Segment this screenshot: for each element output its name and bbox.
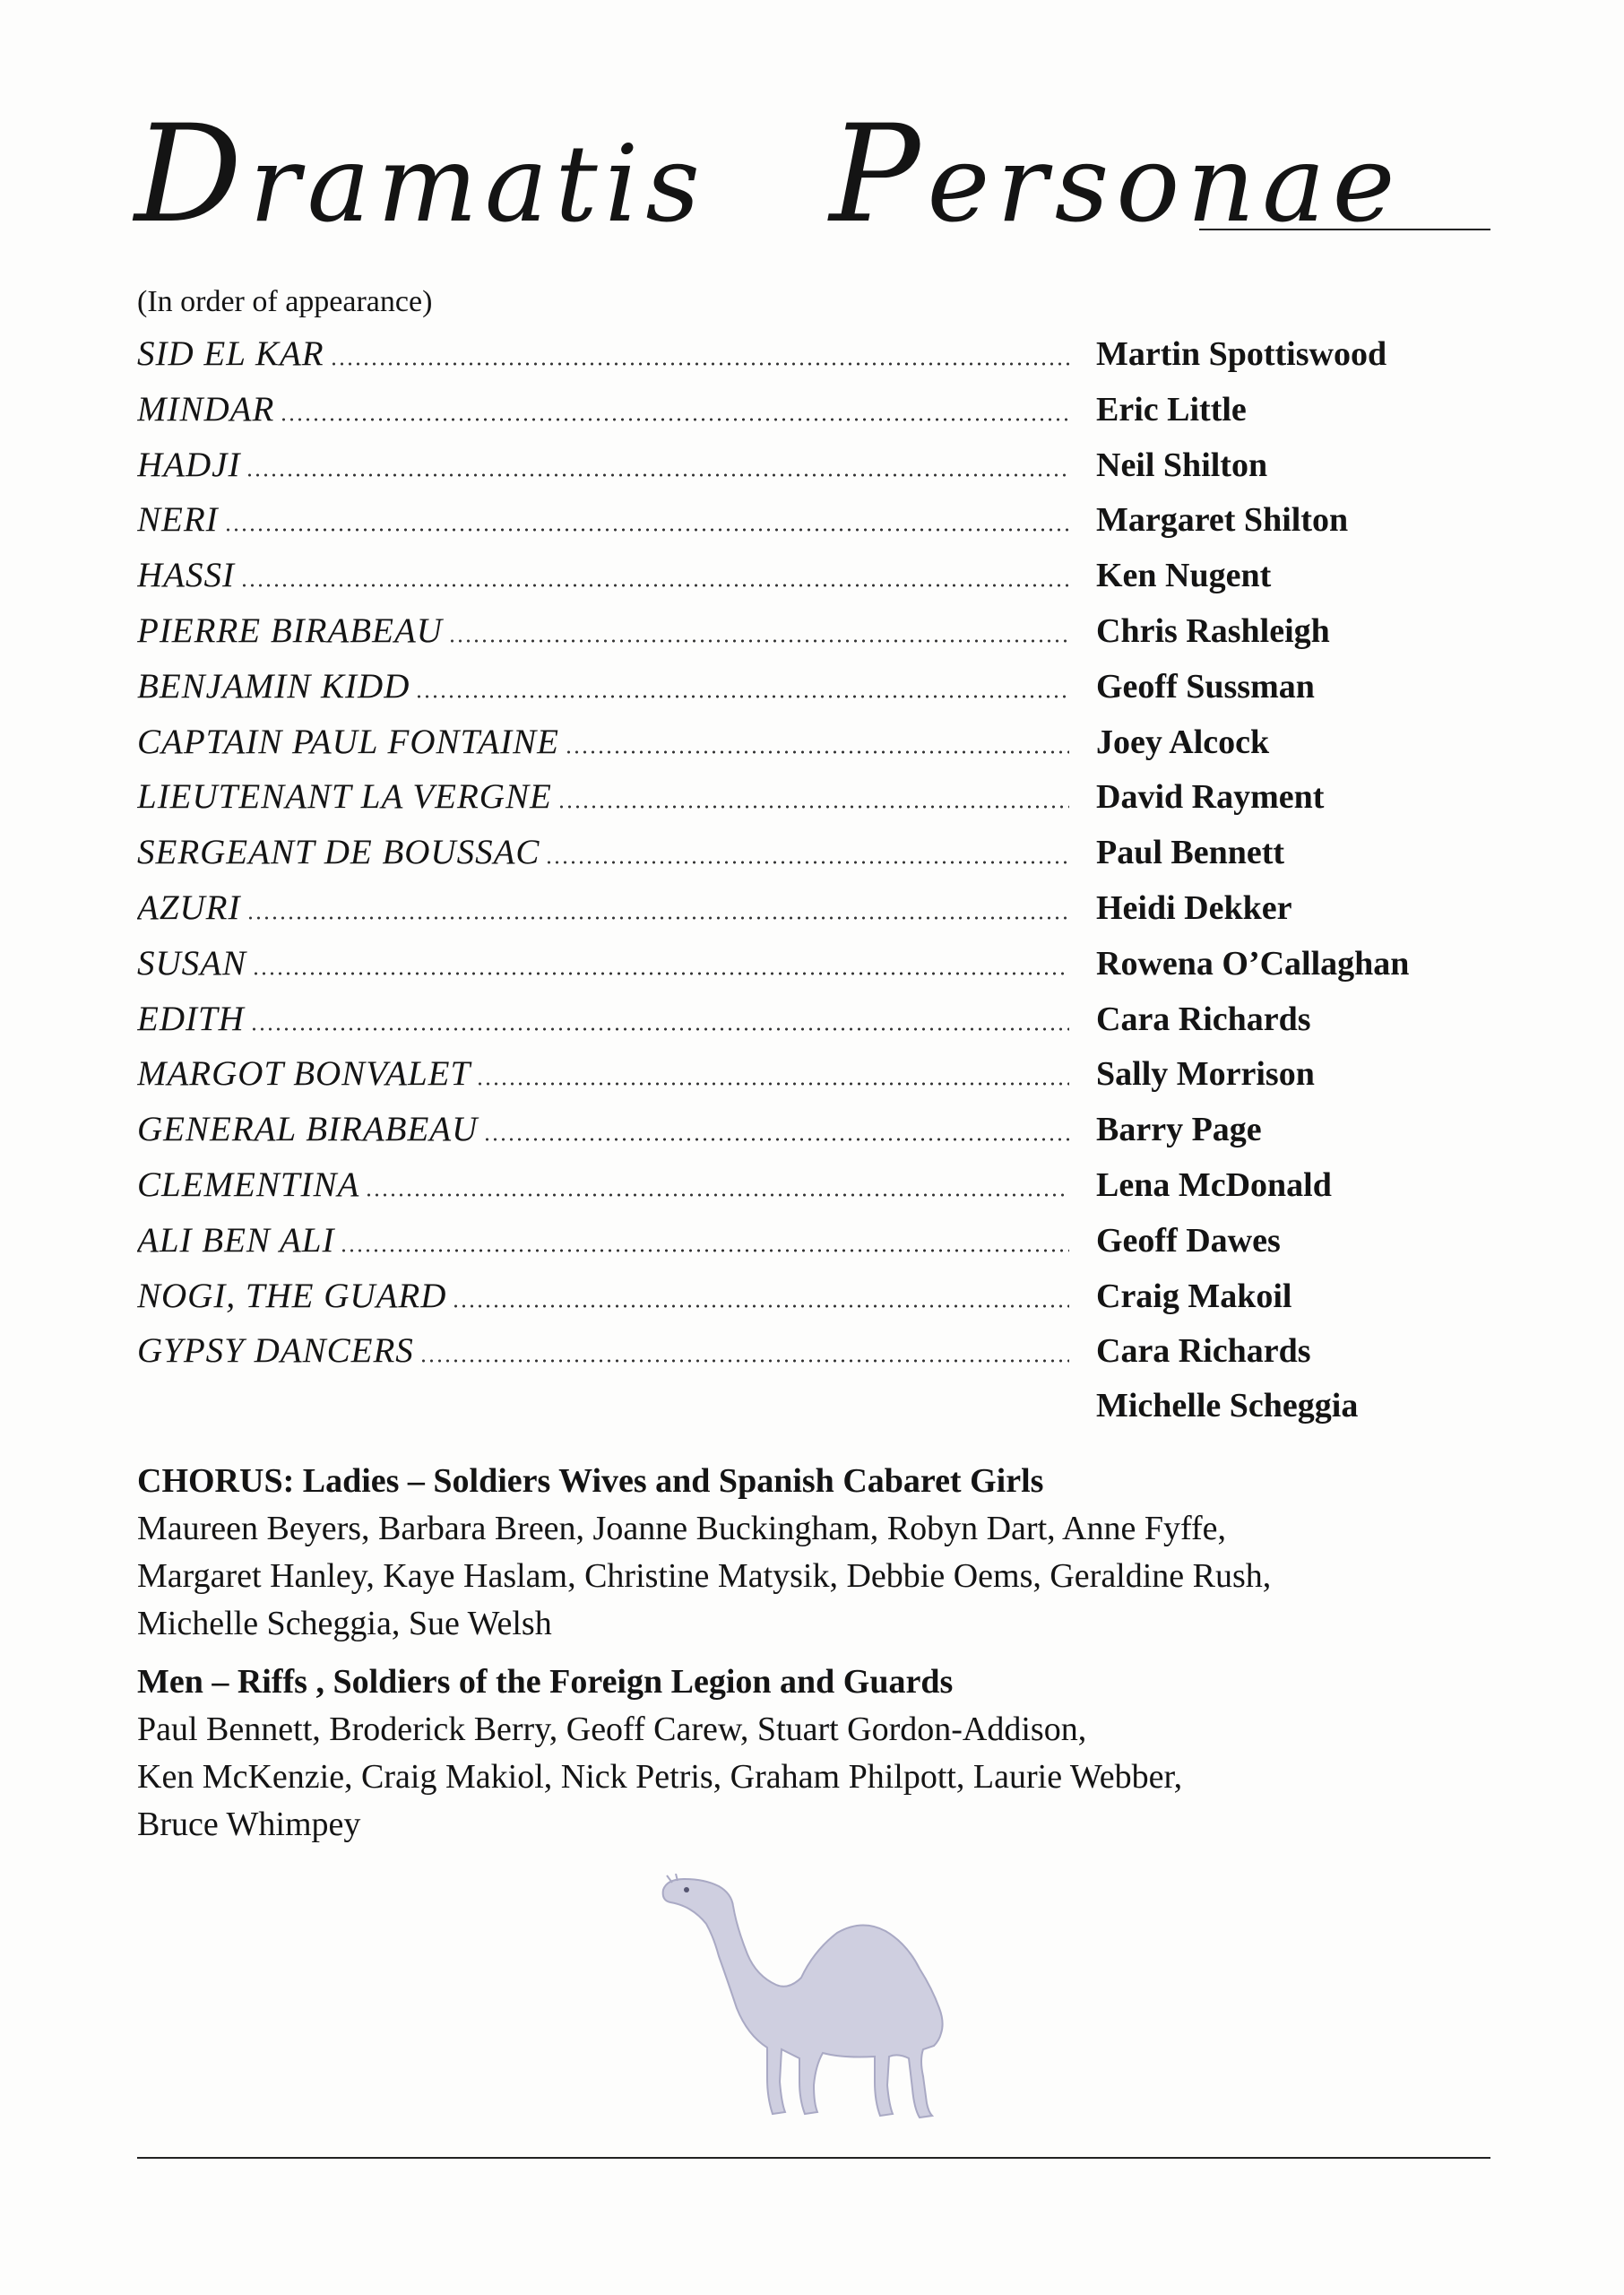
role-name: HASSI bbox=[137, 556, 235, 595]
role-cell bbox=[137, 888, 1069, 928]
leader-dots bbox=[224, 528, 1069, 532]
chorus-ladies-section bbox=[137, 1458, 1517, 1648]
chorus-men-section bbox=[137, 1658, 1517, 1849]
actor-name: Michelle Scheggia bbox=[1096, 1387, 1359, 1425]
role-name: MARGOT BONVALET bbox=[137, 1054, 471, 1094]
title-word-dramatis: ramatis bbox=[249, 122, 707, 246]
cast-row bbox=[137, 555, 1517, 611]
cast-row bbox=[137, 611, 1517, 666]
role-cell bbox=[137, 999, 1069, 1039]
actor-name: Cara Richards bbox=[1096, 1000, 1311, 1038]
leader-dots bbox=[483, 1138, 1069, 1141]
chorus-ladies-line: Margaret Hanley, Kaye Haslam, Christine Matysik, Debbie Oems, Geraldine Rush, bbox=[137, 1557, 1272, 1595]
role-cell bbox=[137, 1276, 1069, 1316]
cast-row bbox=[137, 999, 1517, 1054]
leader-dots bbox=[452, 1304, 1069, 1308]
leader-dots bbox=[365, 1193, 1069, 1197]
cast-row bbox=[137, 499, 1517, 555]
cast-row bbox=[137, 445, 1517, 500]
role-name: AZURI bbox=[137, 888, 241, 927]
actor-name: Paul Bennett bbox=[1096, 834, 1285, 872]
actor-name: Martin Spottiswood bbox=[1096, 335, 1387, 373]
chorus-men-line: Paul Bennett, Broderick Berry, Geoff Carew, Stuart Gordon-Addison, bbox=[137, 1710, 1087, 1748]
role-cell bbox=[137, 1330, 1069, 1371]
actor-name: Eric Little bbox=[1096, 390, 1247, 429]
cast-row bbox=[137, 832, 1517, 888]
role-name: PIERRE BIRABEAU bbox=[137, 611, 443, 650]
actor-name: Geoff Dawes bbox=[1096, 1221, 1281, 1260]
cast-row bbox=[137, 722, 1517, 777]
leader-dots bbox=[476, 1082, 1069, 1086]
cast-row bbox=[137, 1330, 1517, 1386]
role-cell bbox=[137, 666, 1069, 706]
role-name: HADJI bbox=[137, 445, 241, 484]
role-cell bbox=[137, 1109, 1069, 1149]
role-name: SERGEANT DE BOUSSAC bbox=[137, 833, 540, 872]
actor-name: Lena McDonald bbox=[1096, 1165, 1332, 1204]
camel-illustration bbox=[654, 1874, 977, 2129]
role-name: BENJAMIN KIDD bbox=[137, 666, 410, 706]
role-name: GENERAL BIRABEAU bbox=[137, 1110, 479, 1149]
leader-dots bbox=[330, 362, 1069, 366]
role-cell bbox=[137, 333, 1069, 374]
leader-dots bbox=[415, 695, 1069, 698]
role-cell bbox=[137, 555, 1069, 595]
actor-name: Cara Richards bbox=[1096, 1332, 1311, 1371]
title-initial-p: P bbox=[829, 97, 928, 253]
role-cell bbox=[137, 445, 1069, 485]
role-name: SUSAN bbox=[137, 943, 246, 983]
role-cell bbox=[137, 1053, 1069, 1094]
cast-row bbox=[137, 1386, 1517, 1442]
role-name: EDITH bbox=[137, 999, 245, 1038]
chorus-men-line: Bruce Whimpey bbox=[137, 1806, 361, 1843]
chorus-men-line: Ken McKenzie, Craig Makiol, Nick Petris, Graham Philpott, Laurie Webber, bbox=[137, 1758, 1183, 1796]
role-cell bbox=[137, 722, 1069, 762]
actor-name: Sally Morrison bbox=[1096, 1055, 1315, 1094]
actor-name: Joey Alcock bbox=[1096, 723, 1270, 761]
cast-row bbox=[137, 1053, 1517, 1109]
leader-dots bbox=[545, 861, 1069, 864]
actor-name: Chris Rashleigh bbox=[1096, 611, 1330, 650]
role-name: LIEUTENANT LA VERGNE bbox=[137, 777, 552, 817]
role-cell bbox=[137, 1220, 1069, 1260]
actor-name: Neil Shilton bbox=[1096, 446, 1268, 484]
actor-name: Craig Makoil bbox=[1096, 1277, 1292, 1315]
role-name: SID EL KAR bbox=[137, 334, 324, 373]
role-name: NOGI, THE GUARD bbox=[137, 1276, 447, 1315]
title-word-personae: ersonae bbox=[927, 122, 1403, 246]
actor-name: David Rayment bbox=[1096, 778, 1325, 817]
leader-dots bbox=[246, 916, 1070, 920]
role-cell bbox=[137, 776, 1069, 817]
page-title bbox=[134, 97, 1403, 253]
role-name: GYPSY DANCERS bbox=[137, 1331, 414, 1371]
cast-row bbox=[137, 888, 1517, 943]
cast-row bbox=[137, 333, 1517, 389]
role-name: CAPTAIN PAUL FONTAINE bbox=[137, 722, 559, 761]
bottom-rule bbox=[137, 2157, 1490, 2159]
actor-name: Heidi Dekker bbox=[1096, 888, 1292, 927]
role-name: NERI bbox=[137, 500, 219, 540]
cast-list bbox=[137, 333, 1517, 1442]
order-note: (In order of appearance) bbox=[137, 285, 433, 318]
cast-row bbox=[137, 1165, 1517, 1220]
actor-name: Margaret Shilton bbox=[1096, 501, 1349, 540]
cast-row bbox=[137, 1109, 1517, 1165]
chorus-ladies-heading: CHORUS: Ladies – Soldiers Wives and Spanish Cabaret Girls bbox=[137, 1462, 1044, 1500]
cast-row bbox=[137, 666, 1517, 722]
leader-dots bbox=[252, 972, 1069, 975]
leader-dots bbox=[565, 750, 1069, 754]
cast-row bbox=[137, 389, 1517, 445]
role-cell bbox=[137, 832, 1069, 872]
role-cell bbox=[137, 611, 1069, 651]
leader-dots bbox=[240, 584, 1069, 587]
cast-row bbox=[137, 1276, 1517, 1331]
leader-dots bbox=[250, 1027, 1069, 1031]
leader-dots bbox=[419, 1359, 1069, 1363]
leader-dots bbox=[448, 639, 1069, 643]
role-cell bbox=[137, 943, 1069, 983]
actor-name: Barry Page bbox=[1096, 1111, 1262, 1149]
role-cell bbox=[137, 1165, 1069, 1205]
leader-dots bbox=[280, 418, 1069, 421]
role-name: MINDAR bbox=[137, 389, 275, 429]
actor-name: Geoff Sussman bbox=[1096, 667, 1315, 706]
cast-row bbox=[137, 1220, 1517, 1276]
actor-name: Rowena O’Callaghan bbox=[1096, 944, 1410, 983]
actor-name: Ken Nugent bbox=[1096, 557, 1272, 595]
role-name: CLEMENTINA bbox=[137, 1165, 360, 1204]
chorus-men-heading: Men – Riffs , Soldiers of the Foreign Legion and Guards bbox=[137, 1663, 954, 1701]
role-cell bbox=[137, 499, 1069, 540]
cast-row bbox=[137, 776, 1517, 832]
title-initial-d: D bbox=[134, 97, 250, 253]
role-name: ALI BEN ALI bbox=[137, 1220, 335, 1260]
leader-dots bbox=[340, 1249, 1069, 1252]
title-rule bbox=[1199, 229, 1490, 230]
cast-row bbox=[137, 943, 1517, 999]
leader-dots bbox=[557, 805, 1069, 809]
leader-dots bbox=[246, 473, 1069, 477]
chorus-ladies-line: Michelle Scheggia, Sue Welsh bbox=[137, 1605, 552, 1642]
role-cell bbox=[137, 389, 1069, 429]
chorus-ladies-line: Maureen Beyers, Barbara Breen, Joanne Buckingham, Robyn Dart, Anne Fyffe, bbox=[137, 1510, 1226, 1547]
